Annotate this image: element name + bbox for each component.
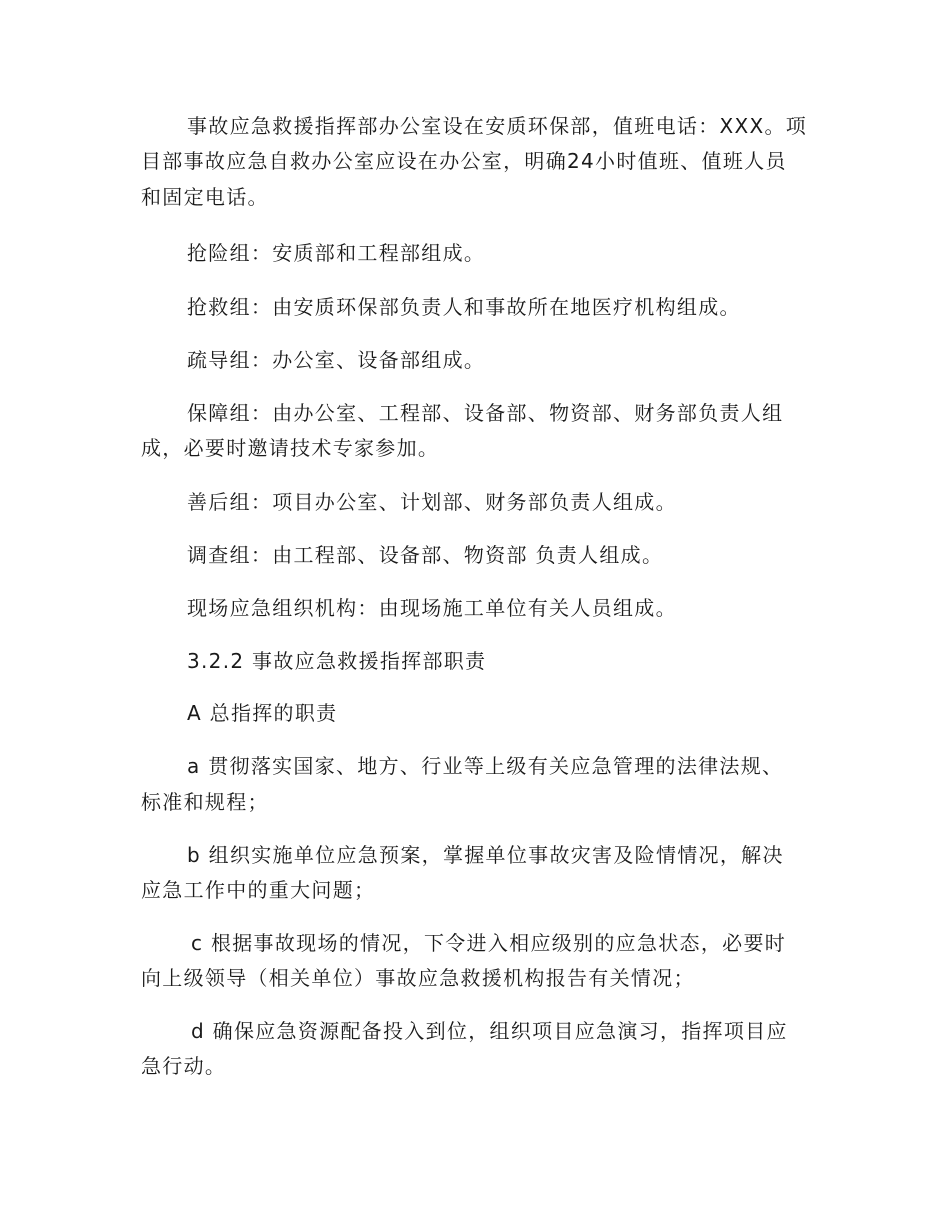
paragraph-line: 抢险组：安质部和工程部组成。 bbox=[187, 241, 486, 265]
paragraph-line: 目部事故应急自救办公室应设在办公室，明确24小时值班、值班人员 bbox=[141, 149, 787, 173]
paragraph-line: 事故应急救援指挥部办公室设在安质环保部，值班电话：XXX。项 bbox=[187, 114, 808, 138]
paragraph-line: a 贯彻落实国家、地方、行业等上级有关应急管理的法律法规、 bbox=[187, 754, 784, 778]
paragraph-line: 标准和规程； bbox=[141, 790, 269, 814]
paragraph-line: 善后组：项目办公室、计划部、财务部负责人组成。 bbox=[187, 490, 677, 514]
paragraph-line: 急行动。 bbox=[141, 1054, 227, 1078]
paragraph-line: d 确保应急资源配备投入到位，组织项目应急演习，指挥项目应 bbox=[191, 1019, 788, 1043]
paragraph-line: b 组织实施单位应急预案，掌握单位事故灾害及险情情况，解决 bbox=[187, 843, 784, 867]
paragraph-line: 向上级领导（相关单位）事故应急救援机构报告有关情况； bbox=[141, 966, 695, 990]
paragraph-line: 保障组：由办公室、工程部、设备部、物资部、财务部负责人组 bbox=[187, 401, 784, 425]
paragraph-line: 现场应急组织机构：由现场施工单位有关人员组成。 bbox=[187, 596, 677, 620]
paragraph-line: 和固定电话。 bbox=[141, 185, 269, 209]
paragraph-line: 成，必要时邀请技术专家参加。 bbox=[141, 436, 440, 460]
section-heading: 3.2.2 事故应急救援指挥部职责 bbox=[187, 649, 487, 673]
paragraph-line: 抢救组：由安质环保部负责人和事故所在地医疗机构组成。 bbox=[187, 295, 741, 319]
paragraph-line: 应急工作中的重大问题； bbox=[141, 878, 376, 902]
paragraph-line: 疏导组：办公室、设备部组成。 bbox=[187, 348, 486, 372]
paragraph-line: c 根据事故现场的情况，下令进入相应级别的应急状态，必要时 bbox=[191, 931, 787, 955]
paragraph-line: 调查组：由工程部、设备部、物资部 负责人组成。 bbox=[187, 543, 664, 567]
subsection-heading: A 总指挥的职责 bbox=[187, 701, 338, 725]
